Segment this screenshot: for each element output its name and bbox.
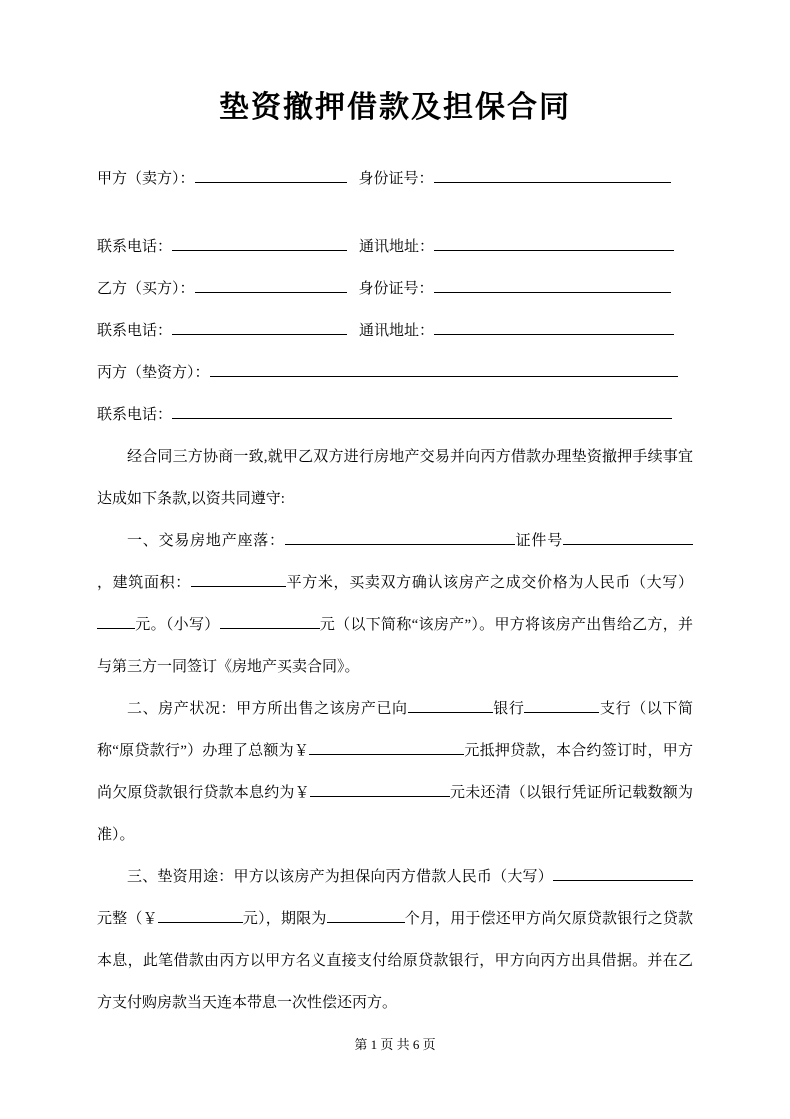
fill-in-blank[interactable] xyxy=(309,740,464,755)
fill-in-blank[interactable] xyxy=(434,278,671,293)
party-b-line xyxy=(97,268,693,310)
document-title: 垫资撤押借款及担保合同 xyxy=(219,90,571,125)
parties-info-section xyxy=(97,158,693,436)
text-run: 甲方（卖方）： xyxy=(97,171,195,187)
party-c-line xyxy=(97,352,693,394)
text-run: 联系电话： xyxy=(97,407,173,423)
page-number-text: 第 1 页 共 6 页 xyxy=(354,1037,436,1052)
text-run: 元整（￥ xyxy=(97,911,158,927)
party-a-line xyxy=(97,158,693,200)
fill-in-blank[interactable] xyxy=(434,236,674,251)
fill-in-blank[interactable] xyxy=(172,404,672,419)
fill-in-blank[interactable] xyxy=(195,278,347,293)
text-run: 元（以下简称“该房产”）。甲方将该房产出售给乙方，并与第三方一同签订《房地产买卖合同》。 xyxy=(97,617,693,675)
fill-in-blank[interactable] xyxy=(172,320,347,335)
contract-clauses-section xyxy=(97,436,693,1024)
fill-in-blank[interactable] xyxy=(285,530,515,545)
page-footer xyxy=(97,1024,693,1066)
fill-in-blank[interactable] xyxy=(220,614,320,629)
party-c-contact-line xyxy=(97,394,693,436)
fill-in-blank[interactable] xyxy=(408,698,493,713)
fill-in-blank[interactable] xyxy=(327,908,405,923)
text-run: 支行（以下简称“原贷款行”）办理了总额为￥ xyxy=(97,701,693,759)
fill-in-blank[interactable] xyxy=(563,530,693,545)
text-run: 个月，用于偿还甲方尚欠原贷款银行之贷款本息，此笔借款由丙方以甲方名义直接支付给原贷款银行，甲方向丙方出具借据。并在乙方支付购房款当天连本带息一次性偿还丙方。 xyxy=(97,911,693,1011)
text-run: 二、房产状况：甲方所出售之该房产已向 xyxy=(127,701,408,717)
text-run: 身份证号： xyxy=(358,171,434,187)
text-run: 证件号 xyxy=(514,533,563,549)
text-run: 乙方（买方）： xyxy=(97,281,195,297)
fill-in-blank[interactable] xyxy=(191,572,286,587)
text-run: 一、交易房地产座落： xyxy=(127,533,285,549)
text-run: 联系电话： xyxy=(97,239,173,255)
text-run: 银行 xyxy=(492,701,525,717)
text-run: 平方米，买卖双方确认该房产之成交价格为人民币（大写） xyxy=(285,575,693,591)
fill-in-blank[interactable] xyxy=(195,168,347,183)
party-a-contact-line xyxy=(97,226,693,268)
fill-in-blank[interactable] xyxy=(97,614,135,629)
text-run: 通讯地址： xyxy=(359,323,435,339)
text-run: 通讯地址： xyxy=(359,239,435,255)
text-run: 元），期限为 xyxy=(242,911,327,927)
fill-in-blank[interactable] xyxy=(553,866,693,881)
clause-1-paragraph xyxy=(97,520,693,688)
preamble-paragraph xyxy=(97,436,693,520)
text-run: 身份证号： xyxy=(358,281,434,297)
fill-in-blank[interactable] xyxy=(172,236,347,251)
fill-in-blank[interactable] xyxy=(158,908,243,923)
clause-2-paragraph xyxy=(97,688,693,856)
text-run: 联系电话： xyxy=(97,323,173,339)
text-run: 经合同三方协商一致,就甲乙双方进行房地产交易并向丙方借款办理垫资撤押手续事宜达成如下条款,以资共同遵守: xyxy=(97,449,693,507)
text-run: 丙方（垫资方）： xyxy=(97,365,210,381)
fill-in-blank[interactable] xyxy=(210,362,678,377)
text-run: 元。（小写） xyxy=(135,617,220,633)
party-b-contact-line xyxy=(97,310,693,352)
fill-in-blank[interactable] xyxy=(524,698,599,713)
fill-in-blank[interactable] xyxy=(434,320,674,335)
text-run: 三、垫资用途：甲方以该房产为担保向丙方借款人民币（大写） xyxy=(127,869,553,885)
text-run: ，建筑面积： xyxy=(97,575,191,591)
fill-in-blank[interactable] xyxy=(434,168,671,183)
text-run: 元抵押贷款，本合约签订时，甲方尚欠原贷款银行贷款本息约为￥ xyxy=(97,743,693,801)
clause-3-paragraph xyxy=(97,856,693,1024)
fill-in-blank[interactable] xyxy=(310,782,450,797)
text-run: 元未还清（以银行凭证所记载数额为准）。 xyxy=(97,785,693,843)
